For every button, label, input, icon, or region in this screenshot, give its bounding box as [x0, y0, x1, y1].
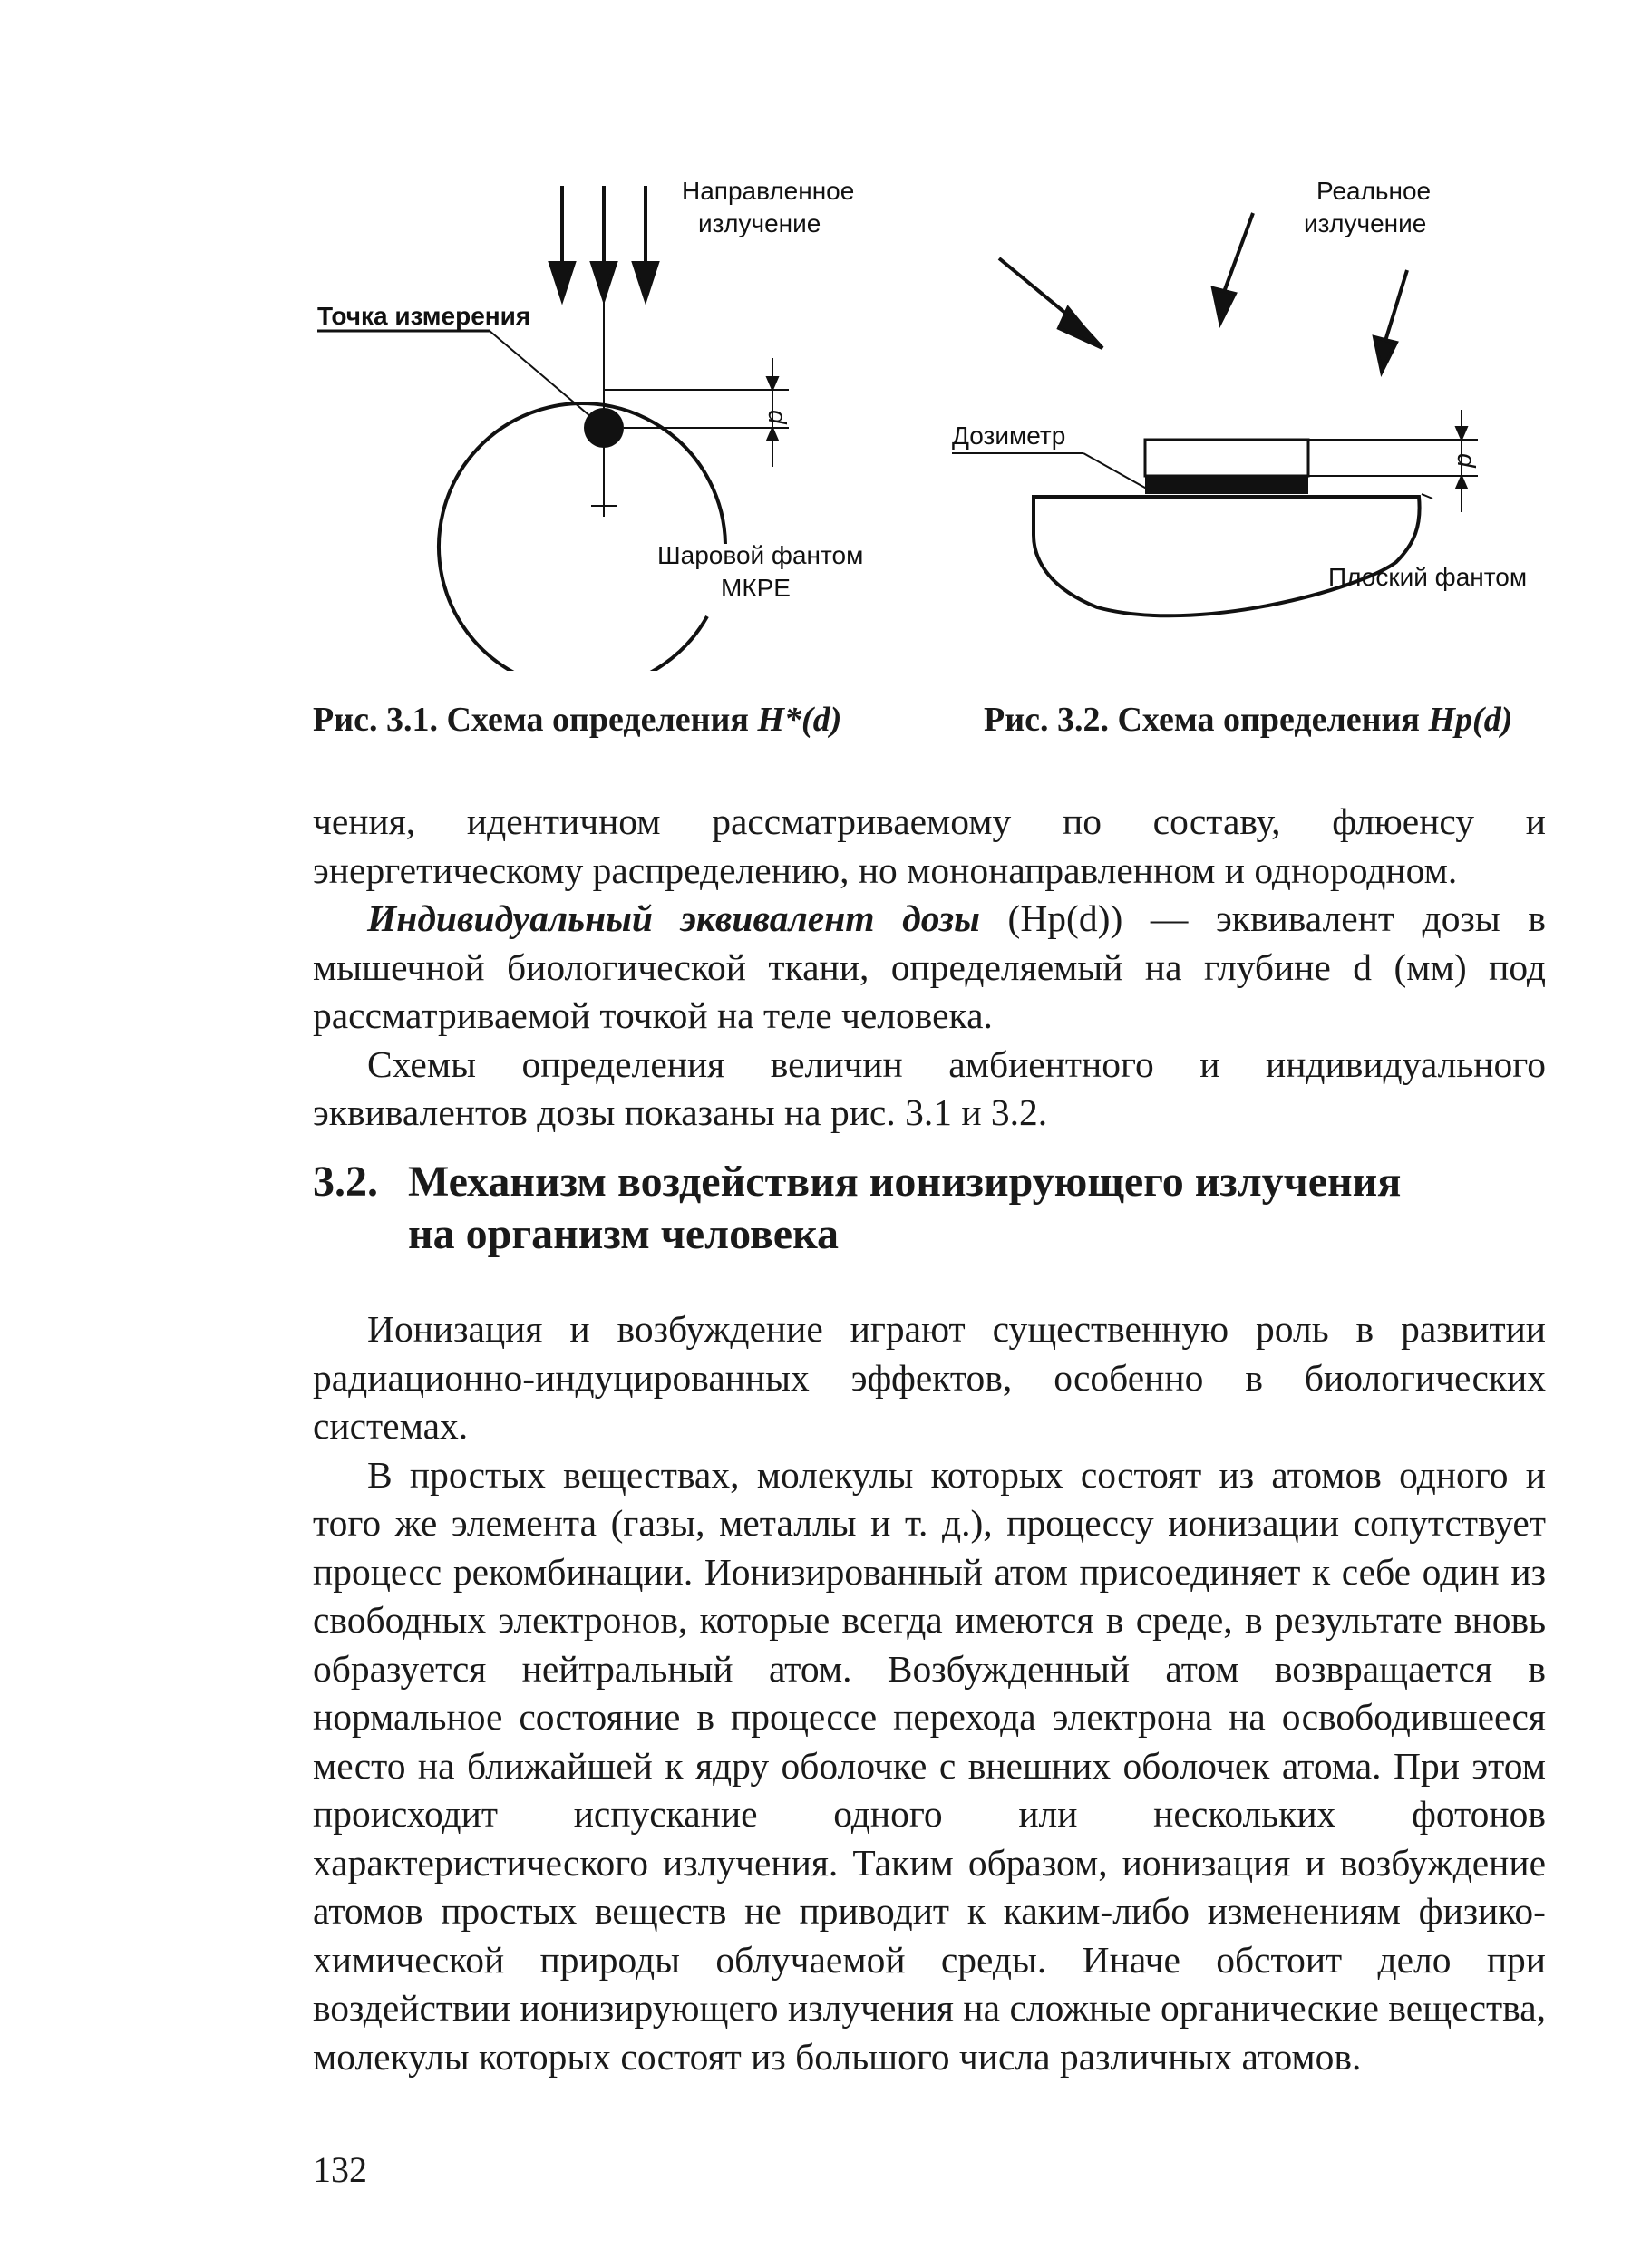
section-title-line-2: на организм человека [408, 1210, 840, 1258]
body-text-top [313, 798, 1546, 1138]
depth-label-2: d [1452, 453, 1481, 468]
definition-text: (Hp(d)) — эквивалент дозы в мышечной биологической ткани, определяемый на глубине d (мм) под рассматриваемой точкой на теле человека. [313, 897, 1546, 1036]
directed-radiation-arrows [550, 186, 657, 299]
sphere-phantom-outline [439, 403, 725, 671]
caption-symbol: H*(d) [757, 701, 842, 739]
paragraph-definition [313, 895, 1546, 1041]
figure-3-2-caption [984, 700, 1512, 740]
page-number: 132 [313, 2149, 367, 2190]
sphere-phantom-label-1: Шаровой фантом [657, 541, 864, 569]
figure-3-2 [925, 163, 1578, 671]
directed-radiation-label-1: Направленное [682, 177, 855, 205]
sphere-phantom-label-2: МКРЕ [721, 574, 791, 602]
figure-3-1-caption [313, 700, 841, 740]
directed-radiation-label-2: излучение [698, 209, 821, 237]
measurement-point-dot [584, 408, 624, 448]
section-number: 3.2. [313, 1158, 378, 1206]
dosimeter-body [1145, 440, 1308, 476]
figure-3-1-diagram [299, 163, 934, 671]
section-title-line-1: Механизм воздействия ионизирующего излучения [408, 1158, 1402, 1206]
dosimeter-leader-line [1083, 453, 1151, 491]
point-leader-line [490, 331, 591, 417]
figure-3-2-diagram [925, 163, 1578, 671]
caption-text: Рис. 3.1. Схема определения [313, 701, 758, 739]
paragraph: Ионизация и возбуждение играют существенную роль в развитии радиационно-индуцированных эффектов, особенно в биологических системах. [313, 1308, 1546, 1447]
dosimeter-label: Дозиметр [952, 422, 1066, 450]
measurement-point-label: Точка измерения [317, 302, 531, 330]
dosimeter-detector [1145, 476, 1308, 494]
paragraph: Схемы определения величин амбиентного и индивидуального эквивалентов дозы показаны на рис. 3.1 и 3.2. [313, 1042, 1546, 1133]
phantom-leader [1422, 494, 1432, 499]
figure-3-1 [299, 163, 934, 671]
body-text-bottom [313, 1305, 1546, 2081]
flat-phantom-label: Плоский фантом [1328, 563, 1528, 591]
flat-phantom-outline [1034, 497, 1420, 615]
caption-symbol: Hp(d) [1428, 701, 1513, 739]
real-radiation-label-1: Реальное [1316, 177, 1432, 205]
depth-label: d [763, 410, 792, 424]
paragraph: чения, идентичном рассматриваемому по составу, флюенсу и энергетическому распределению, но мононаправленном и однородном. [313, 800, 1546, 891]
paragraph: В простых веществах, молекулы которых состоят из атомов одного и того же элемента (газы, металлы и т. д.), процессу ионизации сопутствует процесс рекомбинации. Ионизированный атом присоединяет к себе один из свободных электронов, которые всегда имеются в среде, в результате вновь образуется нейтральный атом. Возбужденный атом возвращается в нормальное состояние в процессе перехода электрона на освободившееся место на ближайшей к ядру оболочке с внешних оболочек атома. При этом происходит испускание одного или нескольких фотонов характеристического излучения. Таким образом, ионизация и возбуждение атомов простых веществ не приводит к каким-либо изменениям физико-химической природы облучаемой среды. Иначе обстоит дело при воздействии ионизирующего излучения на сложные органические вещества, молекулы которых состоят из большого числа различных атомов. [313, 1453, 1546, 2078]
real-radiation-label-2: излучение [1304, 209, 1427, 237]
defined-term: Индивидуальный эквивалент дозы [367, 897, 980, 939]
section-heading [313, 1156, 1546, 1261]
caption-text: Рис. 3.2. Схема определения [984, 701, 1429, 739]
